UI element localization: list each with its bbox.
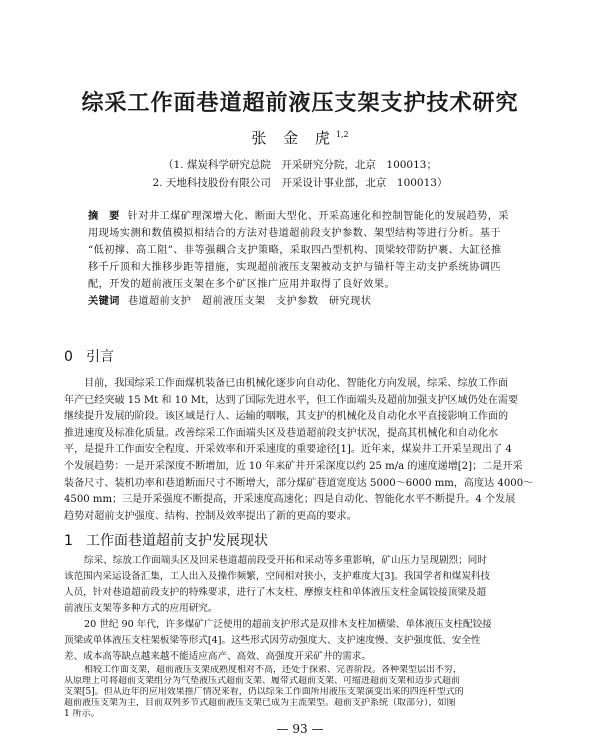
paragraph-line: 相较工作面支架，超前液压支架成熟度相对不高，还处于探索、完善阶段。各种架型层出不穷， <box>84 665 463 675</box>
paragraph-line: 1 所示。 <box>64 709 100 719</box>
paper-title: 综采工作面巷道超前液压支架支护技术研究 <box>81 91 519 116</box>
paragraph-line: 目前，我国综采工作面煤机装备已由机械化逐步向自动化、智能化方向发展，综采、综放工作面 <box>84 378 508 389</box>
paragraph-line: 前液压支架等多种方式的应用研究。 <box>64 603 218 614</box>
paragraph-line: 4500 mm；三是开采强度不断提高，开采速度高速化；四是自动化、智能化水平不断提升。4 个发展 <box>64 494 516 506</box>
paragraph-line: 从原理上可将超前支架组分为气垫液压式超前支架、履带式超前支架、可缩进超前支架和迈步式超前 <box>64 676 461 686</box>
paragraph-line: 平，是提升工作面安全程度、开采效率和开采速度的重要途径[1]。近年来，煤炭井工开采呈现出了 4 <box>64 444 512 456</box>
paragraph-line: 趋势对超前支护强度、结构、控制及效率提出了新的更高的要求。 <box>64 510 357 522</box>
paragraph-line: 年产已经突破 15 Mt 和 10 Mt，达到了国际先进水平，但工作面端头及超前加强支护区域仍处在需要 <box>64 394 519 406</box>
paragraph-line: 顶梁或单体液压支柱架板梁等形式[4]。这些形式因劳动强度大、支护速度慢、支护强度低、安全性 <box>64 635 481 646</box>
paragraph-comparison <box>64 665 540 720</box>
abstract-line: 用现场实测和数值模拟相结合的方法对巷道超前段支护参数、架型结构等进行分析。基于 <box>88 228 501 239</box>
abstract-line <box>88 208 530 225</box>
section-title: 引言 <box>86 349 114 365</box>
paragraph-introduction <box>64 376 540 525</box>
abstract-line: 移千斤顶和大推移步距等措施，实现超前液压支架被动支护与锚杆等主动支护系统协调匹 <box>88 262 501 273</box>
abstract <box>88 208 530 310</box>
keywords-label: 关键词 <box>88 296 120 307</box>
paragraph-line: 支架[5]。但从近年的应用效果推广情况来看，仍以综采工作面所用液压支架演变出来的四连杆型式的 <box>64 687 464 697</box>
section-title: 工作面巷道超前支护发展现状 <box>86 533 268 549</box>
abstract-label: 摘 要 <box>88 211 120 222</box>
keywords <box>88 293 530 310</box>
author-name: 张 金 虎 <box>251 129 336 147</box>
abstract-line: 配，开发的超前液压支架在多个矿区推广应用并取得了良好效果。 <box>88 279 396 290</box>
author-affiliation-mark: 1,2 <box>335 130 349 139</box>
paragraph-line: 装备尺寸、装机功率和巷道断面尺寸不断增大，部分煤矿巷道宽度达 5000～6000 mm，高度达 4000～ <box>64 477 534 489</box>
section-heading-status <box>64 530 268 550</box>
paragraph-history <box>64 617 540 665</box>
section-heading-introduction <box>64 346 114 366</box>
affiliation-line-1: （1. 煤炭科学研究总院 开采研究分院，北京 100013； <box>163 159 437 171</box>
affiliation-line-2: 2. 天地科技股份有限公司 开采设计事业部，北京 100013） <box>152 177 448 189</box>
paragraph-status <box>64 553 540 617</box>
section-number: 0 <box>64 349 73 365</box>
author <box>0 127 600 148</box>
paragraph-line: 该范围内采运设备汇集，工人出入及操作频繁，空间相对狭小，支护难度大[3]。我国学者和煤炭科技 <box>64 571 491 582</box>
paragraph-line: 个发展趋势：一是开采深度不断增加，近 10 年来矿井开采深度以约 25 m/a 的速度递增[2]；二是开采 <box>64 460 523 472</box>
paragraph-line: 差、成本高等缺点越来越不能适应高产、高效、高强度开采矿井的需求。 <box>64 651 371 662</box>
keywords-text: 巷道超前支护 超前液压支架 支护参数 研究现状 <box>127 296 372 307</box>
abstract-text: 针对井工煤矿理深增大化、断面大型化、开采高速化和控制智能化的发展趋势，采 <box>127 211 509 222</box>
paragraph-line: 继续提升发展的阶段。该区域是行人、运输的咽喉，其支护的机械化及自动化水平直接影响工作面的 <box>64 411 509 423</box>
paragraph-line: 人员，针对巷道超前段支护的特殊要求，进行了木支柱、摩擦支柱和单体液压支柱金属铰接顶梁及超 <box>64 587 487 598</box>
abstract-line: “低初撑、高工阻”、非等强耦合支护策略，采取四凸型机构、顶梁较带防护裹、大缸径推 <box>88 245 502 256</box>
paragraph-line: 超前液压支架为主，目前双列多节式超前液压支架已成为主流架型。超前支护系统（取部分），如图 <box>64 698 456 708</box>
section-number: 1 <box>64 533 73 549</box>
paragraph-line: 综采、综放工作面端头区及回采巷道超前段受开拓和采动等多重影响，矿山压力呈现剧烈；同时 <box>84 555 487 566</box>
paragraph-line: 推进速度及标准化质量。改善综采工作面端头区及巷道超前段支护状况，提高其机械化和自动化水 <box>64 427 499 439</box>
paragraph-line: 20 世纪 90 年代，许多煤矿广泛使用的超前支护形式是双排木支柱加横梁、单体液压支柱配铰接 <box>84 619 492 630</box>
page-number: — 93 — <box>276 722 324 736</box>
